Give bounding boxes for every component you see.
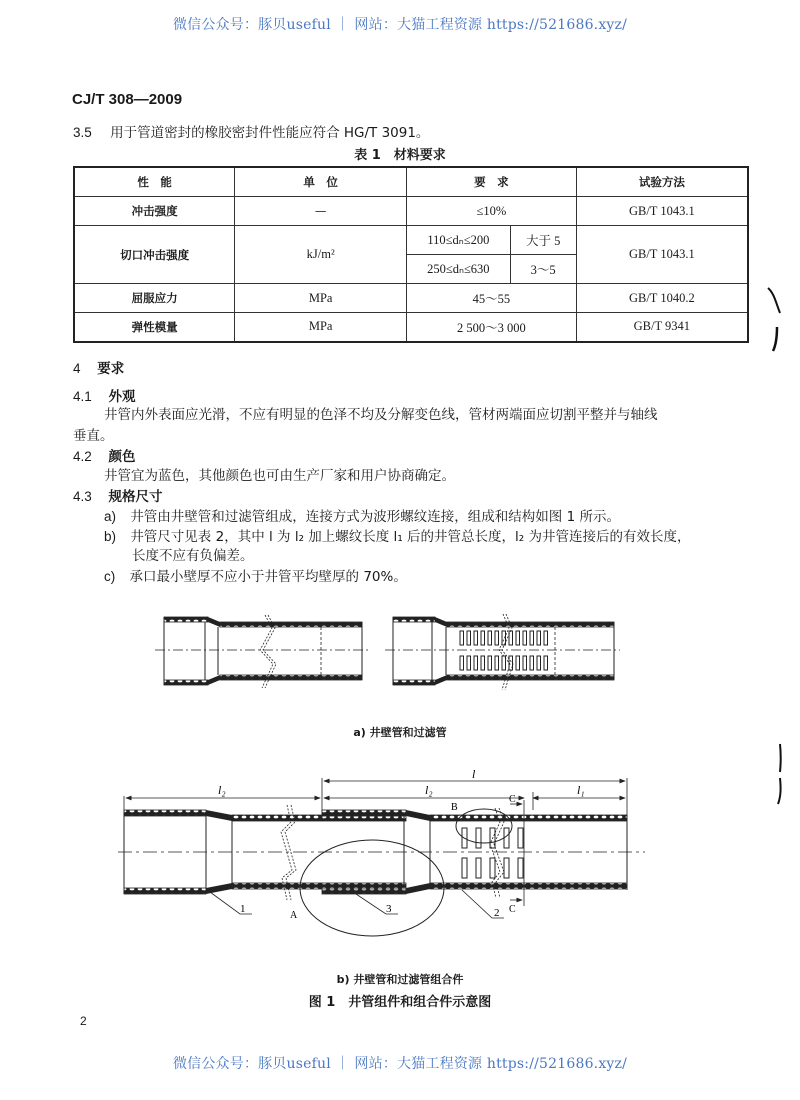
watermark-top: 微信公众号：豚贝useful ｜ 网站：大猫工程资源 https://521686.xyz/ — [172, 17, 628, 33]
figure-1a-caption: a) 井壁管和过滤管 — [353, 726, 447, 739]
cell-range: 110≤dₙ≤200 — [407, 226, 511, 255]
section-4-1-line2: 垂直。 — [73, 428, 114, 444]
section-4-heading: 4 要求 — [73, 361, 125, 377]
list-item-b-cont: 长度不应有负偏差。 — [132, 548, 254, 564]
table-row — [74, 226, 748, 255]
margin-pen-mark — [760, 285, 790, 355]
header-requirement: 要 求 — [407, 167, 577, 197]
table-header-row — [74, 167, 748, 197]
cell-method: GB/T 9341 — [576, 313, 748, 342]
figure-1b-caption: b) 井壁管和过滤管组合件 — [336, 973, 464, 986]
cell-method: GB/T 1040.2 — [576, 284, 748, 313]
header-unit: 单 位 — [235, 167, 407, 197]
cell-range: 250≤dₙ≤630 — [407, 255, 511, 284]
dim-label-l: l — [472, 767, 476, 781]
table-row — [74, 313, 748, 342]
materials-table — [73, 166, 749, 343]
cell-unit: — — [235, 197, 407, 226]
section-4-2-text: 井管宜为蓝色，其他颜色也可由生产厂家和用户协商确定。 — [104, 468, 455, 484]
well-wall-pipe-drawing — [155, 615, 368, 688]
dim-label-l2-right: l₂ — [425, 783, 433, 797]
dim-label-l2-left: l₂ — [218, 783, 226, 797]
header-method: 试验方法 — [576, 167, 748, 197]
cell-value: 大于 5 — [510, 226, 576, 255]
dim-label-l1: l₁ — [577, 783, 585, 797]
standard-code: CJ/T 308—2009 — [72, 91, 183, 108]
cell-method: GB/T 1043.1 — [576, 226, 748, 284]
cell-requirement: 2 500～3 000 — [407, 313, 577, 342]
cell-requirement: 45～55 — [407, 284, 577, 313]
callout-B: B — [451, 802, 458, 813]
clause-3-5 — [73, 121, 429, 141]
margin-pen-mark — [768, 740, 788, 810]
table-title: 表 1 材料要求 — [354, 148, 446, 163]
figure-1a-drawing — [0, 600, 800, 710]
header-property: 性 能 — [74, 167, 235, 197]
filter-pipe-drawing — [385, 614, 620, 690]
table-row — [74, 197, 748, 226]
callout-3: 3 — [386, 903, 392, 915]
callout-C-top: C — [509, 794, 516, 805]
section-4-3-heading: 4.3 规格尺寸 — [73, 489, 163, 505]
detail-B-ellipse — [456, 809, 512, 843]
clause-number: 3.5 — [73, 125, 92, 140]
cell-property: 屈服应力 — [74, 284, 235, 313]
dimension-lines — [124, 778, 627, 890]
section-4-1-line1: 井管内外表面应光滑，不应有明显的色泽不均及分解变色线，管材两端面应切割平整并与轴线 — [104, 407, 658, 423]
cell-property: 切口冲击强度 — [74, 226, 235, 284]
cell-requirement: ≤10% — [407, 197, 577, 226]
watermark-bottom: 微信公众号：豚贝useful ｜ 网站：大猫工程资源 https://521686.xyz/ — [172, 1056, 628, 1072]
filter-slots — [462, 828, 523, 878]
figure-1b-drawing — [0, 760, 800, 960]
figure-1-title: 图 1 井管组件和组合件示意图 — [308, 995, 492, 1010]
callout-2: 2 — [494, 907, 500, 919]
cell-property: 弹性模量 — [74, 313, 235, 342]
cell-unit: MPa — [235, 313, 407, 342]
cell-unit: MPa — [235, 284, 407, 313]
section-4-1-heading: 4.1 外观 — [73, 389, 136, 405]
cell-value: 3～5 — [510, 255, 576, 284]
assembly-pipe — [118, 800, 645, 906]
table-row — [74, 284, 748, 313]
clause-text: 用于管道密封的橡胶密封件性能应符合 HG/T 3091。 — [110, 125, 430, 141]
cell-method: GB/T 1043.1 — [576, 197, 748, 226]
callout-1: 1 — [240, 903, 246, 915]
list-item-c: c) 承口最小壁厚不应小于井管平均壁厚的 70%。 — [104, 569, 407, 585]
page-number: 2 — [80, 1014, 87, 1028]
callout-A: A — [290, 910, 298, 921]
list-item-a: a) 井管由井壁管和过滤管组成，连接方式为波形螺纹连接，组成和结构如图 1 所示。 — [104, 509, 620, 525]
list-item-b: b) 井管尺寸见表 2，其中 l 为 l₂ 加上螺纹长度 l₁ 后的井管总长度，l₂ 为井管连接后的有效长度， — [104, 529, 691, 545]
callout-C-bottom: C — [509, 904, 516, 915]
cell-property: 冲击强度 — [74, 197, 235, 226]
cell-unit: kJ/m² — [235, 226, 407, 284]
section-4-2-heading: 4.2 颜色 — [73, 449, 136, 465]
